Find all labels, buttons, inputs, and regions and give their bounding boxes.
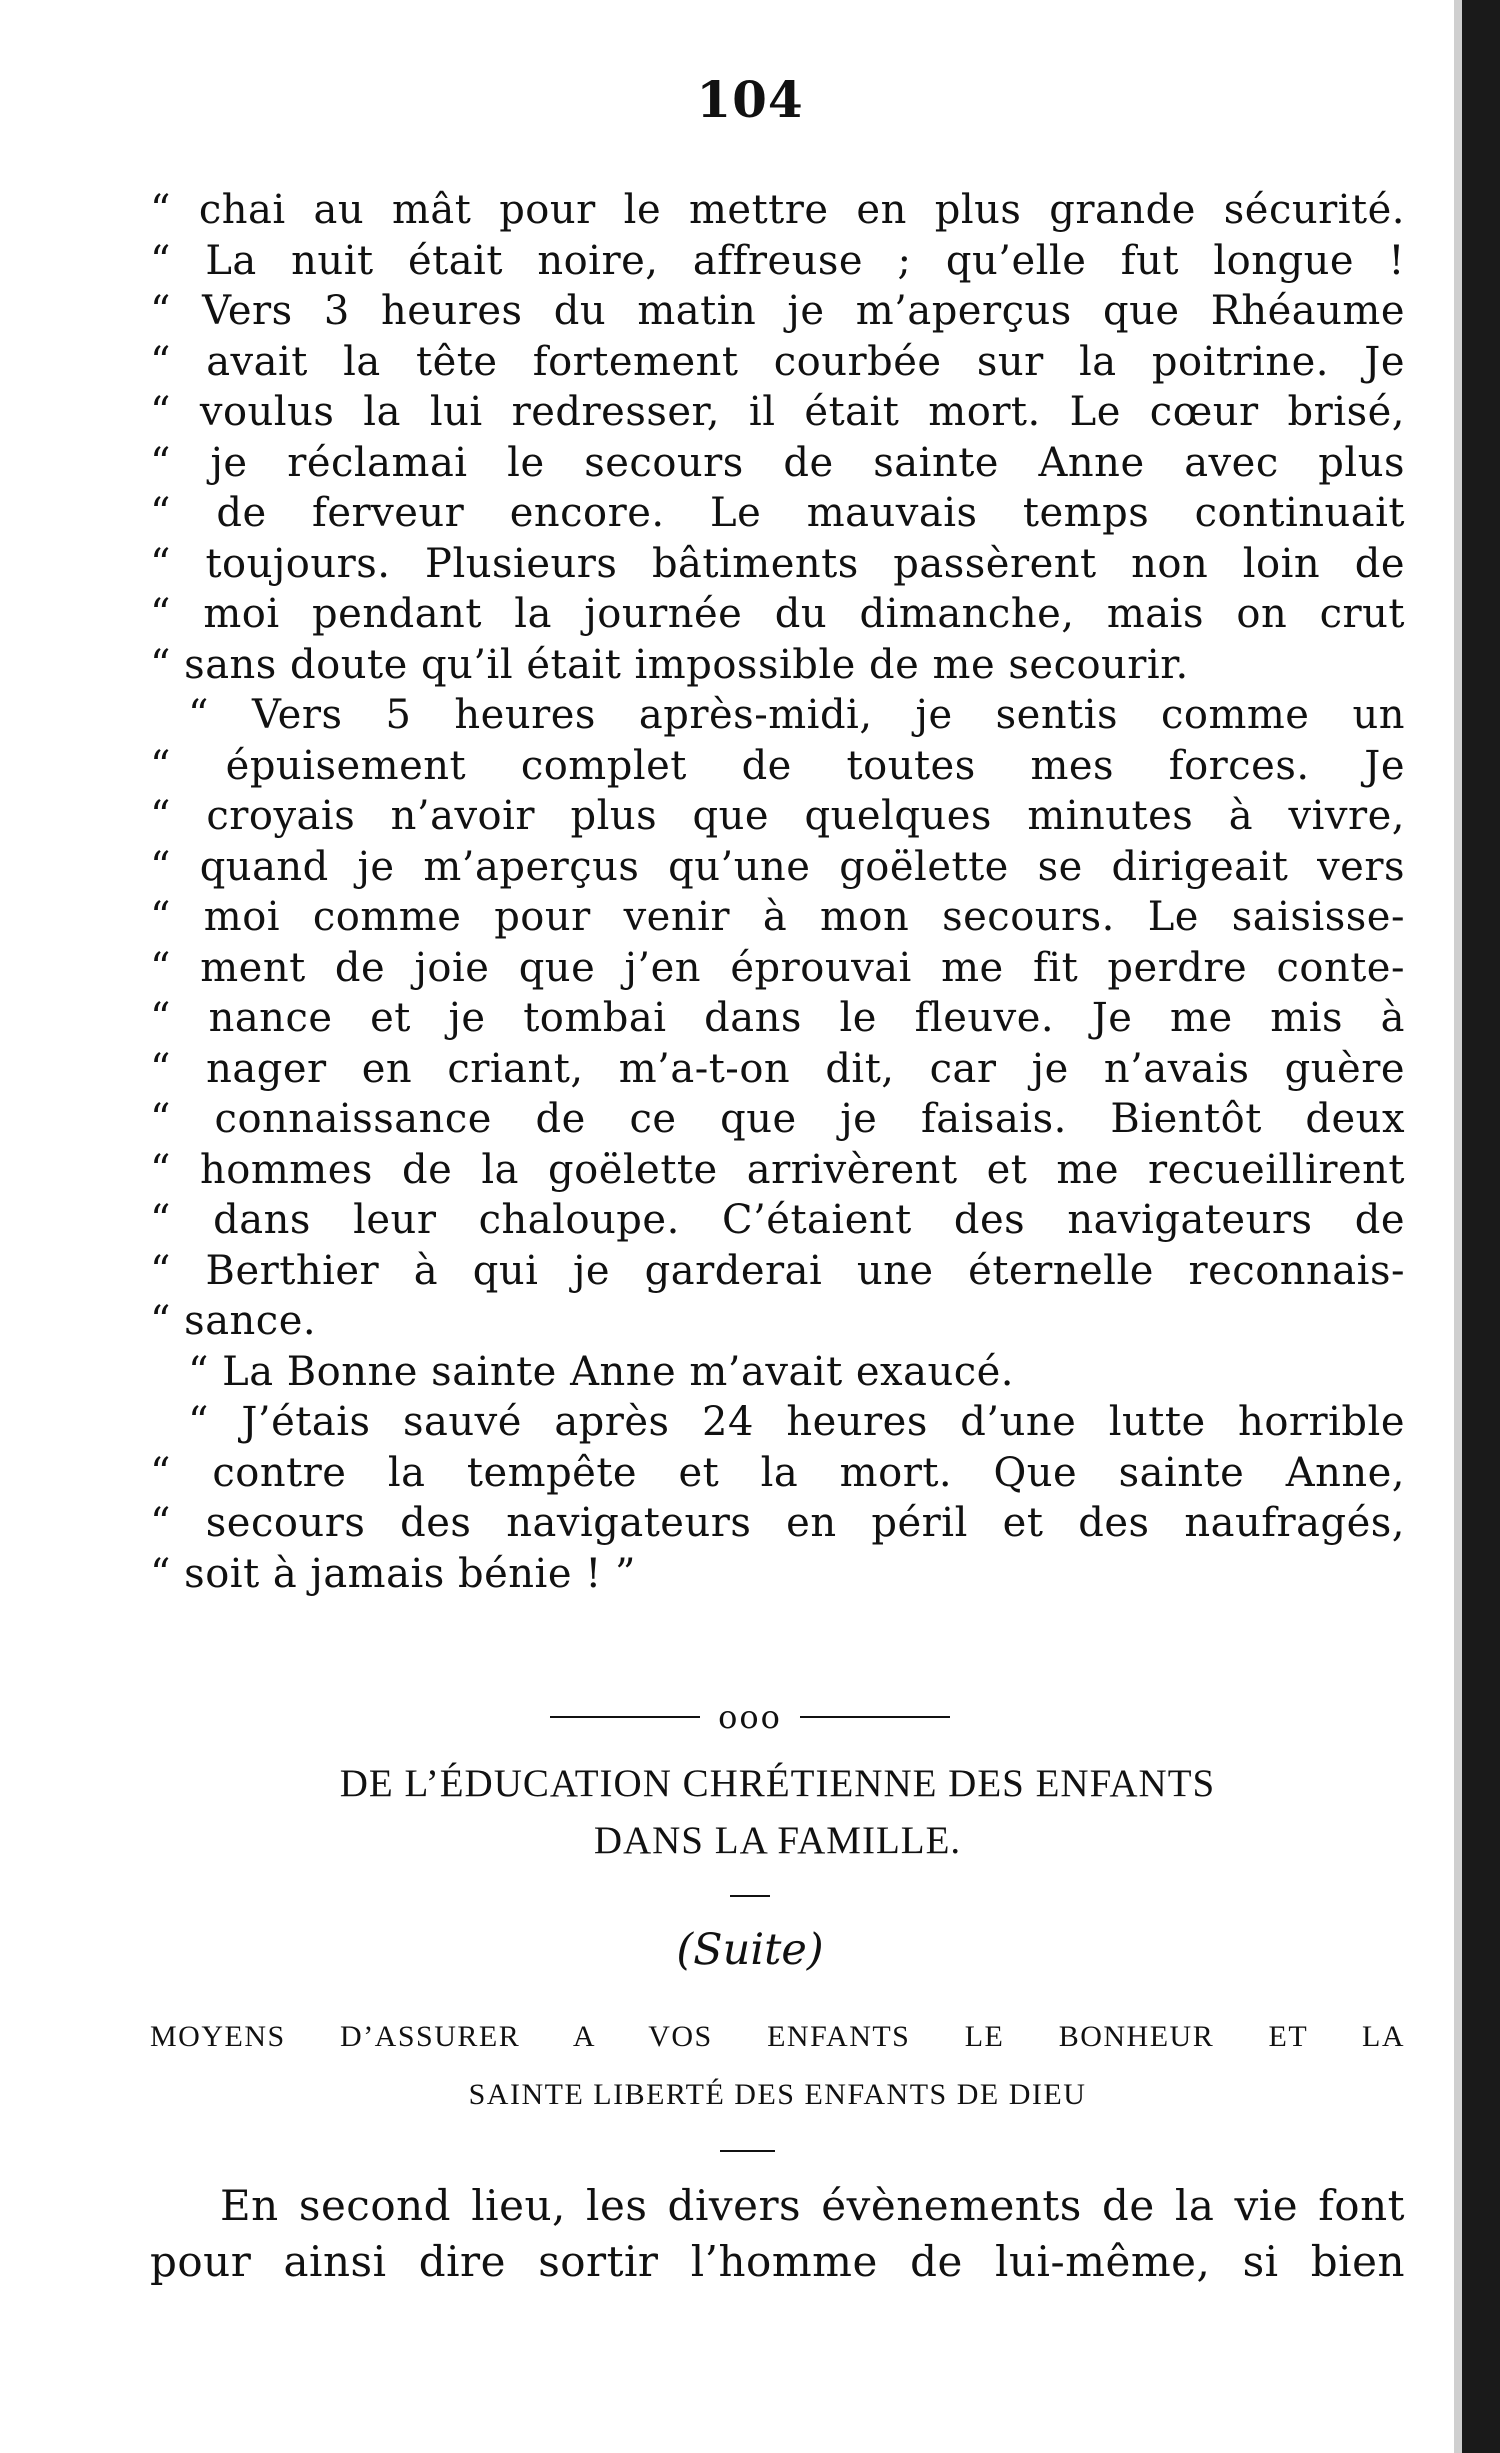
text-line: “ hommes de la goëlette arrivèrent et me recueillirent	[150, 1146, 1405, 1193]
text-line: pour ainsi dire sortir l’homme de lui-même, si bien	[150, 2237, 1405, 2286]
text-line: “ moi pendant la journée du dimanche, mais on crut	[150, 591, 1405, 637]
text-line: “ Berthier à qui je garderai une éternelle reconnais-	[150, 1247, 1405, 1294]
separator-rule-left	[550, 1716, 700, 1718]
text-line: “ La nuit était noire, affreuse ; qu’elle fut longue !	[150, 237, 1405, 284]
text-line: “ J’étais sauvé après 24 heures d’une lutte horrible	[188, 1399, 1405, 1445]
text-line: “ croyais n’avoir plus que quelques minutes à vivre,	[150, 793, 1405, 839]
text-line: “ connaissance de ce que je faisais. Bientôt deux	[150, 1096, 1405, 1142]
text-line: “ contre la tempête et la mort. Que sainte Anne,	[150, 1449, 1405, 1496]
text-line: En second lieu, les divers évènements de la vie font	[220, 2181, 1405, 2230]
section-title-line-2: DANS LA FAMILLE.	[593, 1819, 962, 1862]
section-title-line-1: DE L’ÉDUCATION CHRÉTIENNE DES ENFANTS	[339, 1762, 1216, 1805]
text-line: “ dans leur chaloupe. C’étaient des navigateurs de	[150, 1197, 1405, 1243]
paragraph	[150, 2178, 1405, 2290]
text-line: “ épuisement complet de toutes mes forces. Je	[150, 742, 1405, 789]
subheading-line-1: MOYENS D’ASSURER A VOS ENFANTS LE BONHEUR ET LA	[150, 2020, 1405, 2053]
text-line: “ soit à jamais bénie ! ”	[150, 1550, 636, 1597]
suite-label: (Suite)	[676, 1925, 824, 1975]
text-line: “ nance et je tombai dans le fleuve. Je me mis à	[150, 995, 1405, 1041]
body-text	[150, 185, 1405, 1599]
title-divider	[730, 1895, 770, 1897]
subheading	[150, 2008, 1405, 2124]
text-line: “ secours des navigateurs en péril et des naufragés,	[150, 1500, 1405, 1546]
text-line: “ La Bonne sainte Anne m’avait exaucé.	[188, 1348, 1015, 1395]
text-line: “ toujours. Plusieurs bâtiments passèrent non loin de	[150, 540, 1405, 587]
section-separator	[0, 1695, 1500, 1736]
page-edge-binding	[1462, 0, 1500, 2453]
section-title	[150, 1755, 1405, 1869]
subheading-divider	[720, 2150, 775, 2152]
text-line: “ Vers 5 heures après-midi, je sentis comme un	[188, 692, 1405, 738]
text-line: “ nager en criant, m’a-t-on dit, car je n’avais guère	[150, 1045, 1405, 1092]
page-number: 104	[696, 70, 804, 129]
text-line: “ sans doute qu’il était impossible de me secourir.	[150, 641, 1189, 688]
text-line: “ avait la tête fortement courbée sur la poitrine. Je	[150, 338, 1405, 385]
separator-ornament: ooo	[718, 1697, 782, 1736]
separator-rule-right	[800, 1716, 950, 1718]
text-line: “ chai au mât pour le mettre en plus grande sécurité.	[150, 187, 1405, 233]
text-line: “ sance.	[150, 1298, 317, 1344]
page-edge-shadow	[1454, 0, 1462, 2453]
text-line: “ moi comme pour venir à mon secours. Le saisisse-	[150, 894, 1405, 940]
text-line: “ je réclamai le secours de sainte Anne avec plus	[150, 439, 1405, 486]
subheading-line-2: SAINTE LIBERTÉ DES ENFANTS DE DIEU	[468, 2078, 1087, 2111]
text-line: “ de ferveur encore. Le mauvais temps continuait	[150, 490, 1405, 536]
text-line: “ voulus la lui redresser, il était mort. Le cœur brisé,	[150, 389, 1405, 435]
text-line: “ quand je m’aperçus qu’une goëlette se dirigeait vers	[150, 843, 1405, 890]
text-line: “ Vers 3 heures du matin je m’aperçus que Rhéaume	[150, 288, 1405, 334]
text-line: “ ment de joie que j’en éprouvai me fit perdre conte-	[150, 944, 1405, 991]
